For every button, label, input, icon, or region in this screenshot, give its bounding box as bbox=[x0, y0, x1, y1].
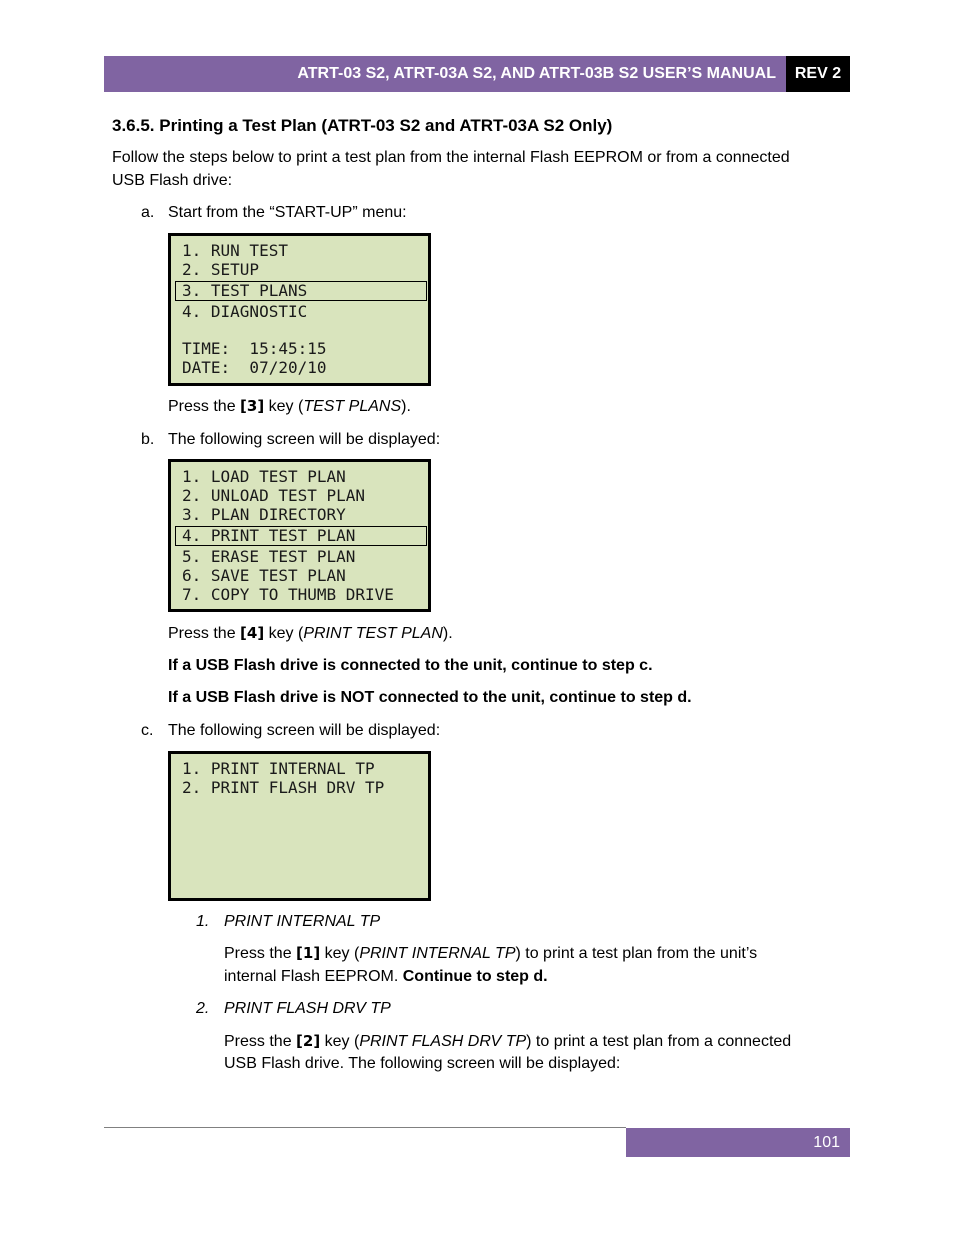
menu-option-name: PRINT FLASH DRV TP bbox=[359, 1033, 527, 1050]
lcd-line: 2. PRINT FLASH DRV TP bbox=[182, 778, 385, 797]
instruction-text: ). bbox=[401, 398, 411, 415]
menu-option-name: TEST PLANS bbox=[303, 398, 402, 415]
lcd-line: 2. UNLOAD TEST PLAN bbox=[182, 486, 366, 505]
instruction-text: key ( bbox=[264, 625, 304, 642]
manual-title: ATRT-03 S2, ATRT-03A S2, AND ATRT-03B S2 USER’S MANUAL bbox=[297, 65, 776, 82]
key-1: [1] bbox=[296, 944, 321, 962]
menu-option-name: PRINT INTERNAL TP bbox=[359, 945, 516, 962]
section-title: 3.6.5. Printing a Test Plan (ATRT-03 S2 and ATRT-03A S2 Only) bbox=[112, 116, 613, 135]
step-b-text: The following screen will be displayed: bbox=[168, 431, 441, 448]
lcd-line: 1. PRINT INTERNAL TP bbox=[182, 759, 375, 778]
key-4: [4] bbox=[240, 624, 265, 642]
lcd-line: 1. RUN TEST bbox=[182, 241, 288, 260]
instruction-text: key ( bbox=[320, 945, 360, 962]
menu-option-name: PRINT TEST PLAN bbox=[303, 625, 443, 642]
step-b-instruction bbox=[168, 622, 453, 645]
instruction-text: ) to print a test plan from the unit’s bbox=[515, 945, 758, 962]
startup-menu-screen bbox=[168, 233, 431, 386]
sub2-instruction-line-1 bbox=[224, 1030, 791, 1053]
note-usb-connected: If a USB Flash drive is connected to the unit, continue to step c. bbox=[168, 657, 653, 674]
lcd-line: 3. PLAN DIRECTORY bbox=[182, 505, 346, 524]
page-number-box bbox=[626, 1128, 850, 1157]
lcd-line: 2. SETUP bbox=[182, 260, 260, 279]
sub1-title: PRINT INTERNAL TP bbox=[224, 913, 381, 930]
instruction-text: Press the bbox=[168, 625, 241, 642]
step-c-marker: c. bbox=[141, 722, 154, 739]
key-2: [2] bbox=[296, 1032, 321, 1050]
header-title-bar bbox=[104, 56, 786, 92]
instruction-text: ). bbox=[442, 625, 453, 642]
print-test-plan-screen bbox=[168, 751, 431, 901]
lcd-line: 4. DIAGNOSTIC bbox=[182, 302, 308, 321]
lcd-line: 7. COPY TO THUMB DRIVE bbox=[182, 585, 394, 604]
instruction-text: Press the bbox=[224, 1033, 297, 1050]
revision-label: REV 2 bbox=[794, 65, 842, 82]
revision-badge bbox=[786, 56, 850, 92]
sub1-instruction-line-2 bbox=[224, 965, 548, 988]
intro-line-2: USB Flash drive: bbox=[112, 172, 233, 189]
step-a-marker: a. bbox=[141, 204, 155, 221]
lcd-line-selected: 3. TEST PLANS bbox=[175, 281, 427, 301]
note-usb-not-connected: If a USB Flash drive is NOT connected to the unit, continue to step d. bbox=[168, 689, 692, 706]
intro-line-1: Follow the steps below to print a test plan from the internal Flash EEPROM or from a connected bbox=[112, 149, 790, 166]
lcd-line: 1. LOAD TEST PLAN bbox=[182, 467, 346, 486]
continue-note: Continue to step d. bbox=[402, 968, 548, 985]
instruction-text: ) to print a test plan from a connected bbox=[526, 1033, 792, 1050]
step-a-instruction bbox=[168, 395, 411, 418]
instruction-text: Press the bbox=[224, 945, 297, 962]
instruction-text: key ( bbox=[320, 1033, 360, 1050]
page-number: 101 bbox=[813, 1133, 840, 1151]
sub1-instruction-line-1 bbox=[224, 942, 757, 965]
step-a-text: Start from the “START-UP” menu: bbox=[168, 204, 407, 221]
key-3: [3] bbox=[240, 397, 265, 415]
sub1-marker: 1. bbox=[196, 913, 210, 930]
lcd-line: 6. SAVE TEST PLAN bbox=[182, 566, 346, 585]
instruction-text: Press the bbox=[168, 398, 241, 415]
sub2-marker: 2. bbox=[196, 1000, 210, 1017]
instruction-text: key ( bbox=[264, 398, 304, 415]
lcd-line-selected: 4. PRINT TEST PLAN bbox=[175, 526, 427, 546]
lcd-line: 5. ERASE TEST PLAN bbox=[182, 547, 356, 566]
step-b-marker: b. bbox=[141, 431, 155, 448]
sub2-instruction-line-2: USB Flash drive. The following screen will be displayed: bbox=[224, 1055, 621, 1072]
footer-divider bbox=[104, 1127, 626, 1128]
test-plans-menu-screen bbox=[168, 459, 431, 612]
lcd-time: TIME: 15:45:15 bbox=[182, 339, 327, 358]
step-c-text: The following screen will be displayed: bbox=[168, 722, 441, 739]
lcd-date: DATE: 07/20/10 bbox=[182, 358, 327, 377]
sub2-title: PRINT FLASH DRV TP bbox=[224, 1000, 391, 1017]
instruction-text: internal Flash EEPROM. bbox=[224, 968, 403, 985]
